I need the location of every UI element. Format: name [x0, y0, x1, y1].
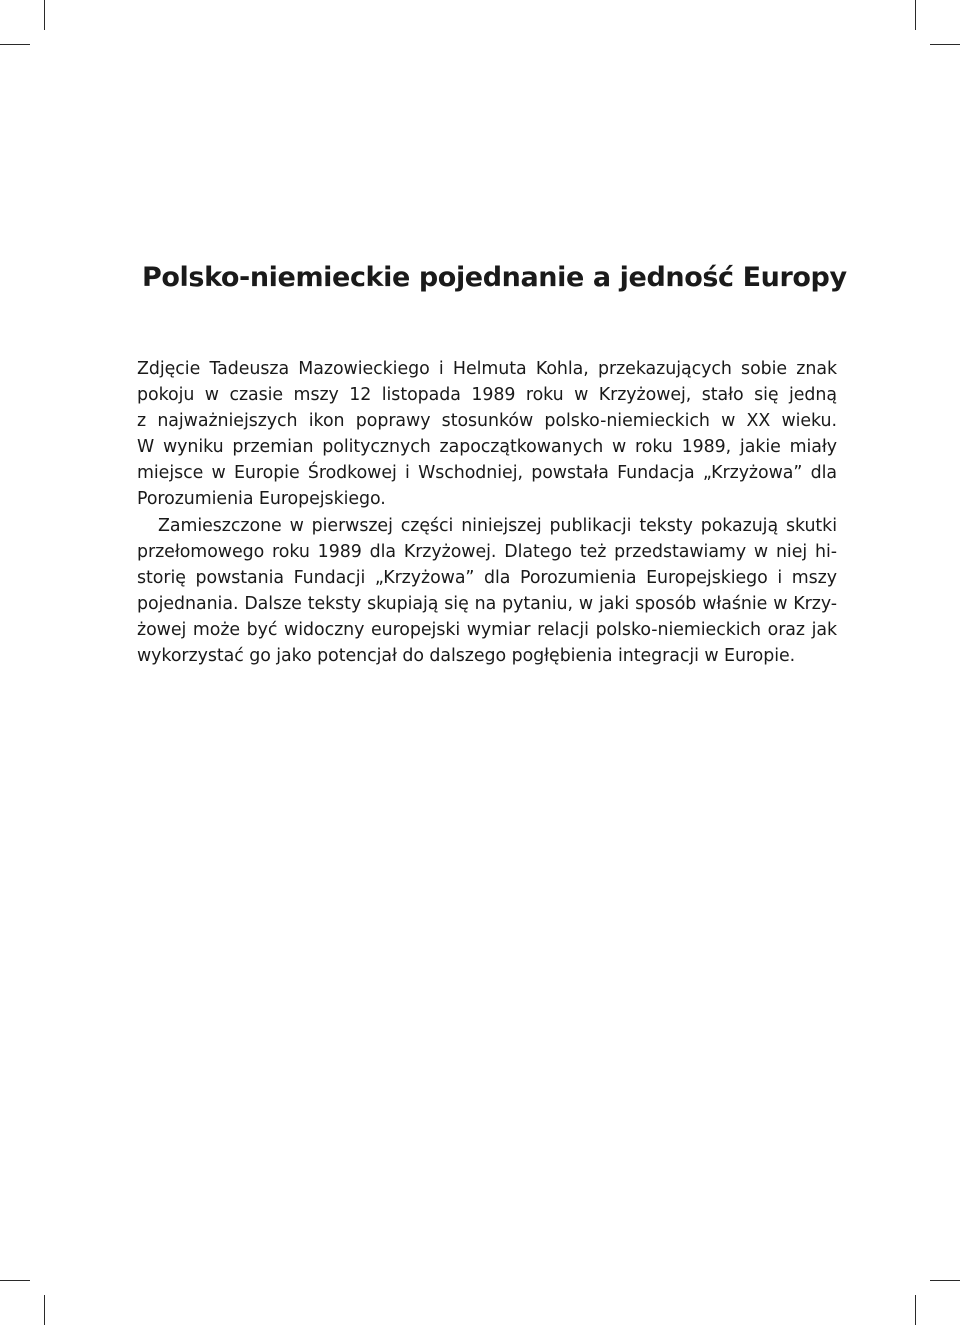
text-line: storię powstania Fundacji „Krzyżowa” dla Porozumienia Europejskiego i mszy — [137, 567, 837, 588]
page-title: Polsko-niemieckie pojednanie a jedność Europy — [142, 262, 847, 293]
crop-mark-top-right — [915, 0, 916, 30]
text-line: W wyniku przemian politycznych zapoczątkowanych w roku 1989, jakie miały — [137, 437, 837, 458]
text-line: pojednania. Dalsze teksty skupiają się na pytaniu, w jaki sposób właśnie w Krzy- — [137, 593, 837, 614]
text-line: Porozumienia Europejskiego. — [137, 489, 386, 510]
text-line: miejsce w Europie Środkowej i Wschodniej, powstała Fundacja „Krzyżowa” dla — [137, 463, 837, 484]
body-text — [137, 356, 837, 669]
crop-mark-bottom-left — [44, 1295, 45, 1325]
text-line: z najważniejszych ikon poprawy stosunków polsko-niemieckich w XX wieku. — [137, 411, 837, 432]
text-line: żowej może być widoczny europejski wymiar relacji polsko-niemieckich oraz jak — [137, 619, 837, 640]
text-line: Zdjęcie Tadeusza Mazowieckiego i Helmuta Kohla, przekazujących sobie znak — [137, 359, 837, 379]
paragraph-publication-scope — [137, 513, 837, 670]
text-line: przełomowego roku 1989 dla Krzyżowej. Dlatego też przedstawiamy w niej hi- — [137, 541, 837, 562]
text-line: Zamieszczone w pierwszej części niniejszej publikacji teksty pokazują skutki — [158, 515, 837, 536]
paragraph-intro — [137, 356, 837, 513]
crop-mark-right-bottom — [930, 1280, 960, 1281]
crop-mark-left-top — [0, 44, 30, 45]
crop-mark-bottom-right — [915, 1295, 916, 1325]
text-line: wykorzystać go jako potencjał do dalszego pogłębienia integracji w Europie. — [137, 646, 796, 667]
text-line: pokoju w czasie mszy 12 listopada 1989 roku w Krzyżowej, stało się jedną — [137, 385, 837, 406]
crop-mark-right-top — [930, 44, 960, 45]
crop-mark-left-bottom — [0, 1280, 30, 1281]
crop-mark-top-left — [44, 0, 45, 30]
